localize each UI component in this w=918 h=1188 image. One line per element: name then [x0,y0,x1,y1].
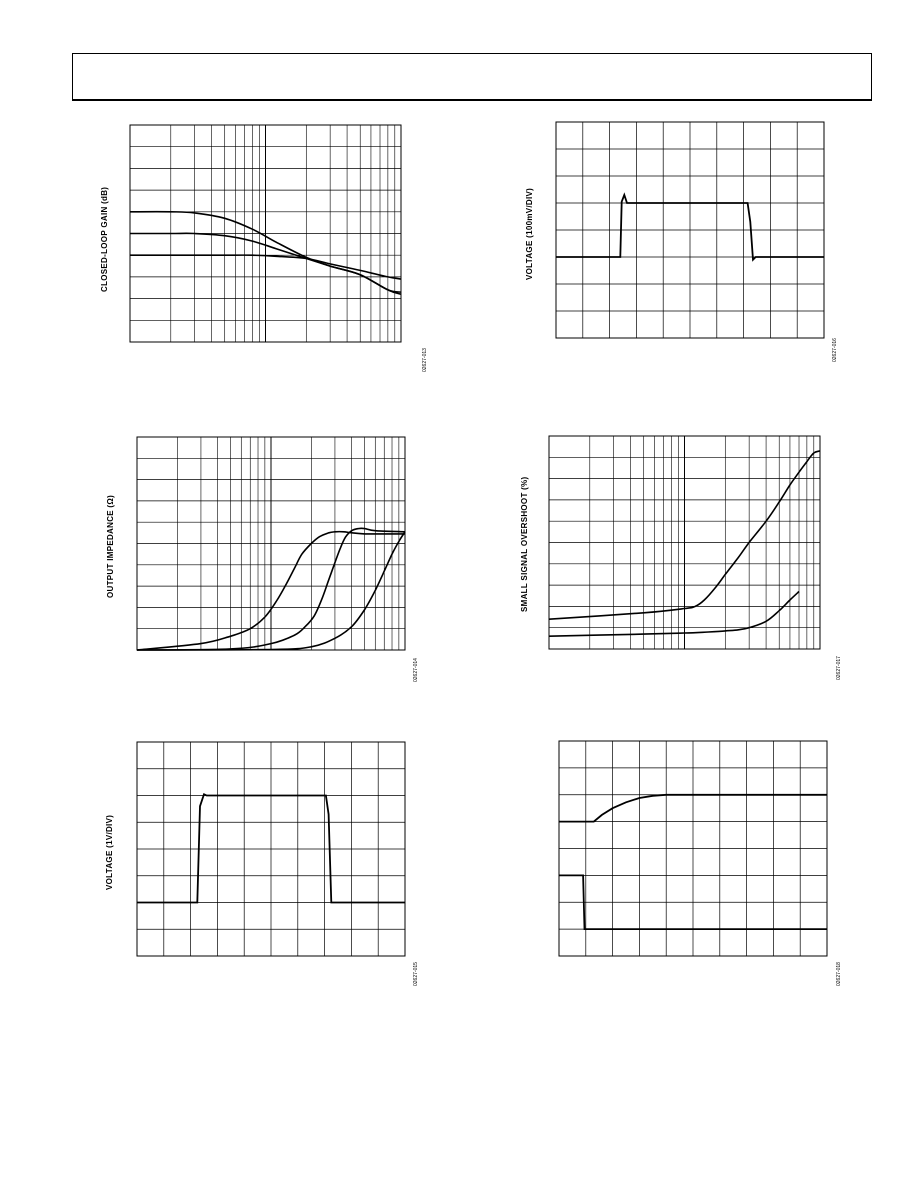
c1-figure-id: 02627-013 [422,348,428,372]
gridlines [137,437,405,650]
chart-step-response [559,741,827,956]
c2-y-axis-label: VOLTAGE (100mV/DIV) [525,187,534,280]
series-2-line [549,592,799,637]
chart-small-signal-overshoot [549,436,820,649]
chart-c2-plot [556,122,824,338]
chart-c4-plot [549,436,820,649]
chart-closed-loop-gain [130,125,401,342]
chart-c5-plot [137,742,405,956]
chart-output-impedance [137,437,405,650]
chart-c6-plot [559,741,827,956]
c6-figure-id: 02627-018 [836,962,842,986]
chart-voltage-1v [137,742,405,956]
c5-figure-id: 02627-015 [413,962,419,986]
c2-figure-id: 02627-016 [832,338,838,362]
chart-c3-plot [137,437,405,650]
page-header-box [72,53,872,101]
chart-voltage-100mv [556,122,824,338]
c4-figure-id: 02627-017 [836,656,842,680]
c5-y-axis-label: VOLTAGE (1V/DIV) [105,814,114,890]
chart-c1-plot [130,125,401,342]
gridlines [559,741,827,956]
gridlines [556,122,824,338]
c3-y-axis-label: OUTPUT IMPEDANCE (Ω) [106,494,115,598]
c3-figure-id: 02627-014 [413,658,419,682]
c1-y-axis-label: CLOSED-LOOP GAIN (dB) [100,186,109,292]
gridlines [137,742,405,956]
c4-y-axis-label: SMALL SIGNAL OVERSHOOT (%) [520,476,529,612]
